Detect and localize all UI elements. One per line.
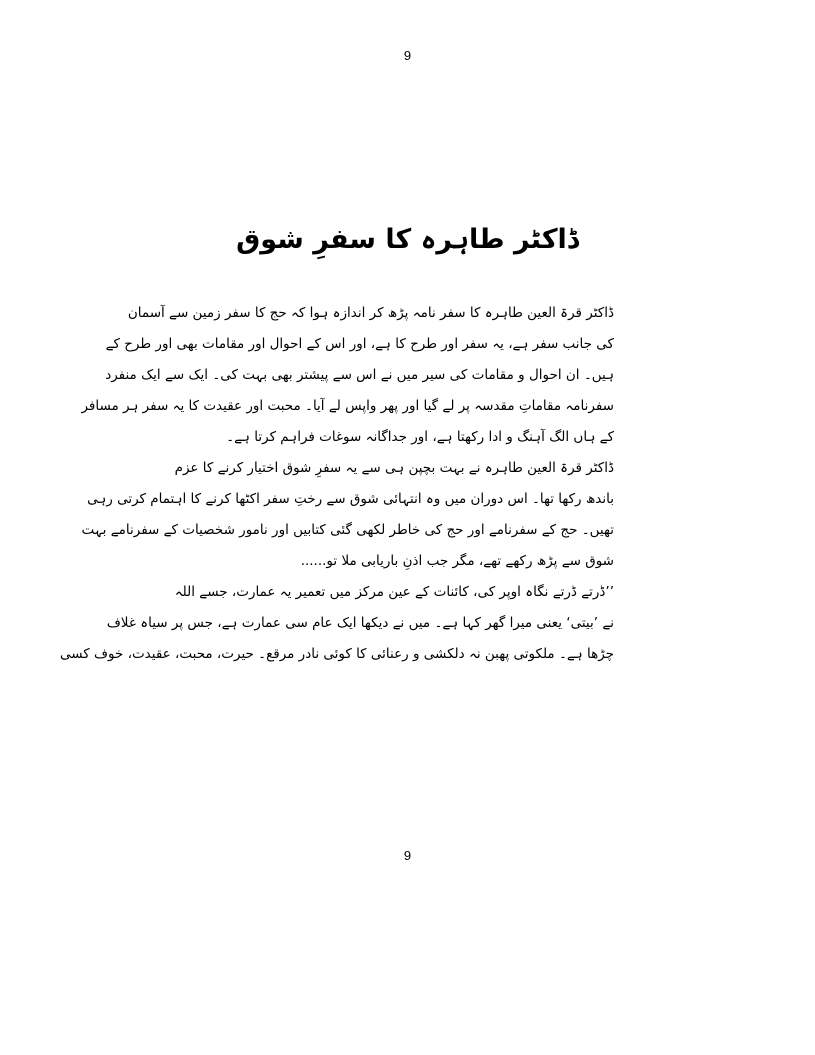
text-line: باندھ رکھا تھا۔ اس دوران میں وہ انتہائی شوق سے رختِ سفر اکٹھا کرنے کا اہتمام کرتی رہی bbox=[87, 491, 614, 507]
text-line: تھیں۔ حج کے سفرنامے اور حج کی خاطر لکھی گئی کتابیں اور نامور شخصیات کے سفرنامے بہت bbox=[81, 522, 614, 538]
text-line: ڈاکٹر قرۃ العین طاہرہ نے بہت بچپن ہی سے یہ سفرِ شوق اختیار کرنے کا عزم bbox=[174, 460, 614, 476]
text-line: چڑھا ہے۔ ملکوتی پھبن نہ دلکشی و رعنائی کا کوئی نادر مرقع۔ حیرت، محبت، عقیدت، خوف کسی bbox=[59, 646, 614, 662]
text-line: ’’ڈرتے ڈرتے نگاہ اوپر کی، کائنات کے عین مرکز میں تعمیر یہ عمارت، جسے اللہ bbox=[174, 584, 614, 600]
text-line: نے ’بیتی‘ یعنی میرا گھر کہا ہے۔ میں نے دیکھا ایک عام سی عمارت ہے، جس پر سیاہ غلاف bbox=[106, 615, 614, 631]
text-line: شوق سے پڑھ رکھے تھے، مگر جب اذنِ باریابی ملا تو...... bbox=[300, 553, 614, 569]
text-line: ڈاکٹر قرۃ العین طاہرہ کا سفر نامہ پڑھ کر اندازہ ہوا کہ حج کا سفر زمین سے آسمان bbox=[127, 305, 614, 321]
text-line: سفرنامہ مقاماتِ مقدسہ پر لے گیا اور پھر واپس لے آیا۔ محبت اور عقیدت کا یہ سفر ہر مسافر bbox=[81, 398, 614, 414]
page-number-top: 9 bbox=[403, 48, 412, 63]
page-number-bottom: 9 bbox=[403, 848, 412, 863]
text-line: ہیں۔ ان احوال و مقامات کی سیر میں نے اس سے پیشتر بھی بہت کی۔ ایک سے ایک منفرد bbox=[105, 367, 614, 383]
text-line: کے ہاں الگ آہنگ و ادا رکھتا ہے، اور جداگانہ سوغات فراہم کرتا ہے۔ bbox=[226, 429, 614, 445]
body-text bbox=[59, 298, 614, 670]
text-line: کی جانب سفر ہے، یہ سفر اور طرح کا ہے، اور اس کے احوال اور مقامات بھی اور طرح کے bbox=[105, 336, 614, 352]
chapter-title: ڈاکٹر طاہرہ کا سفرِ شوق bbox=[236, 224, 579, 255]
